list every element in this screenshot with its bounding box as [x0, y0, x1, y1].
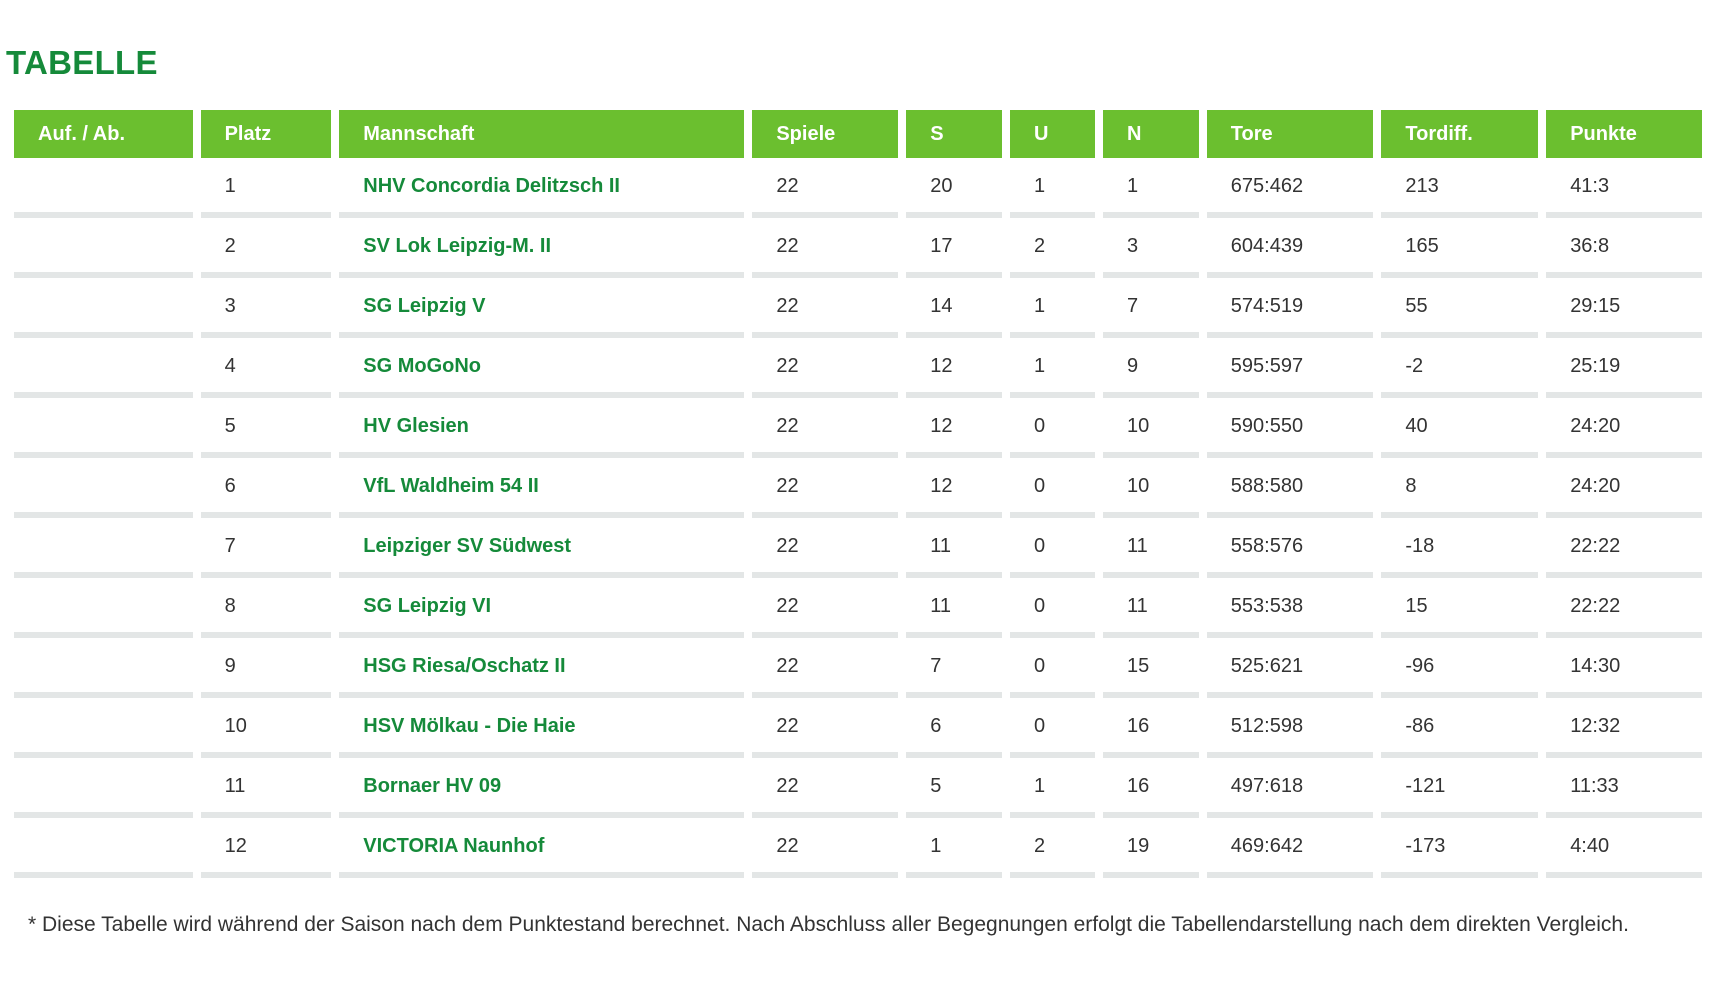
tore-cell: 469:642	[1207, 818, 1374, 878]
s-cell: 20	[906, 158, 1002, 218]
tore-cell: 675:462	[1207, 158, 1374, 218]
spiele-cell: 22	[752, 158, 898, 218]
s-cell: 5	[906, 758, 1002, 818]
n-cell: 15	[1103, 638, 1199, 698]
aufab-cell	[14, 518, 193, 578]
team-cell	[339, 818, 744, 878]
tordiff-cell: 8	[1381, 458, 1538, 518]
n-cell: 7	[1103, 278, 1199, 338]
table-footnote: * Diese Tabelle wird während der Saison nach dem Punktestand berechnet. Nach Abschluss aller Begegnungen erfolgt die Tabellendarstellung nach dem direkten Vergleich.	[28, 913, 1629, 936]
team-cell	[339, 758, 744, 818]
table-header	[14, 110, 1702, 158]
tore-cell: 558:576	[1207, 518, 1374, 578]
s-cell: 6	[906, 698, 1002, 758]
s-cell: 11	[906, 518, 1002, 578]
header-row	[14, 110, 1702, 158]
column-header-n: N	[1103, 110, 1199, 158]
table-row	[14, 578, 1702, 638]
team-link[interactable]: SV Lok Leipzig-M. II	[363, 234, 552, 257]
spiele-cell: 22	[752, 398, 898, 458]
n-cell: 16	[1103, 758, 1199, 818]
n-cell: 19	[1103, 818, 1199, 878]
u-cell: 2	[1010, 218, 1095, 278]
u-cell: 2	[1010, 818, 1095, 878]
s-cell: 12	[906, 398, 1002, 458]
spiele-cell: 22	[752, 638, 898, 698]
table-row	[14, 398, 1702, 458]
tordiff-cell: 213	[1381, 158, 1538, 218]
u-cell: 1	[1010, 158, 1095, 218]
u-cell: 0	[1010, 638, 1095, 698]
aufab-cell	[14, 638, 193, 698]
team-cell	[339, 158, 744, 218]
n-cell: 10	[1103, 458, 1199, 518]
platz-cell: 10	[201, 698, 332, 758]
table-row	[14, 518, 1702, 578]
aufab-cell	[14, 218, 193, 278]
aufab-cell	[14, 698, 193, 758]
n-cell: 16	[1103, 698, 1199, 758]
aufab-cell	[14, 278, 193, 338]
platz-cell: 6	[201, 458, 332, 518]
aufab-cell	[14, 818, 193, 878]
tore-cell: 590:550	[1207, 398, 1374, 458]
team-link[interactable]: SG MoGoNo	[363, 354, 482, 377]
platz-cell: 1	[201, 158, 332, 218]
tordiff-cell: -173	[1381, 818, 1538, 878]
tordiff-cell: -86	[1381, 698, 1538, 758]
team-link[interactable]: Bornaer HV 09	[363, 774, 502, 797]
tordiff-cell: 55	[1381, 278, 1538, 338]
punkte-cell: 4:40	[1546, 818, 1702, 878]
platz-cell: 5	[201, 398, 332, 458]
n-cell: 3	[1103, 218, 1199, 278]
table-row	[14, 458, 1702, 518]
s-cell: 14	[906, 278, 1002, 338]
column-header-spiele: Spiele	[752, 110, 898, 158]
table-row	[14, 338, 1702, 398]
platz-cell: 12	[201, 818, 332, 878]
u-cell: 0	[1010, 398, 1095, 458]
table-row	[14, 698, 1702, 758]
tore-cell: 497:618	[1207, 758, 1374, 818]
team-link[interactable]: HSG Riesa/Oschatz II	[363, 654, 566, 677]
spiele-cell: 22	[752, 518, 898, 578]
spiele-cell: 22	[752, 758, 898, 818]
s-cell: 12	[906, 458, 1002, 518]
team-link[interactable]: VICTORIA Naunhof	[363, 834, 545, 857]
team-link[interactable]: HV Glesien	[363, 414, 469, 437]
table-row	[14, 278, 1702, 338]
team-link[interactable]: SG Leipzig V	[363, 294, 486, 317]
aufab-cell	[14, 758, 193, 818]
punkte-cell: 36:8	[1546, 218, 1702, 278]
n-cell: 10	[1103, 398, 1199, 458]
punkte-cell: 22:22	[1546, 578, 1702, 638]
u-cell: 1	[1010, 338, 1095, 398]
platz-cell: 3	[201, 278, 332, 338]
platz-cell: 11	[201, 758, 332, 818]
table-row	[14, 818, 1702, 878]
column-header-s: S	[906, 110, 1002, 158]
punkte-cell: 11:33	[1546, 758, 1702, 818]
tore-cell: 588:580	[1207, 458, 1374, 518]
team-cell	[339, 338, 744, 398]
column-header-tore: Tore	[1207, 110, 1374, 158]
platz-cell: 9	[201, 638, 332, 698]
table-row	[14, 638, 1702, 698]
punkte-cell: 29:15	[1546, 278, 1702, 338]
spiele-cell: 22	[752, 578, 898, 638]
column-header-punkte: Punkte	[1546, 110, 1702, 158]
tore-cell: 553:538	[1207, 578, 1374, 638]
punkte-cell: 24:20	[1546, 398, 1702, 458]
tordiff-cell: 15	[1381, 578, 1538, 638]
column-header-tordiff: Tordiff.	[1381, 110, 1538, 158]
team-cell	[339, 218, 744, 278]
aufab-cell	[14, 398, 193, 458]
spiele-cell: 22	[752, 458, 898, 518]
team-link[interactable]: HSV Mölkau - Die Haie	[363, 714, 576, 737]
tore-cell: 512:598	[1207, 698, 1374, 758]
tordiff-cell: 165	[1381, 218, 1538, 278]
team-cell	[339, 638, 744, 698]
tore-cell: 604:439	[1207, 218, 1374, 278]
column-header-platz: Platz	[201, 110, 332, 158]
aufab-cell	[14, 578, 193, 638]
column-header-u: U	[1010, 110, 1095, 158]
n-cell: 1	[1103, 158, 1199, 218]
team-cell	[339, 458, 744, 518]
spiele-cell: 22	[752, 218, 898, 278]
punkte-cell: 12:32	[1546, 698, 1702, 758]
aufab-cell	[14, 338, 193, 398]
team-cell	[339, 278, 744, 338]
u-cell: 1	[1010, 278, 1095, 338]
team-cell	[339, 578, 744, 638]
n-cell: 9	[1103, 338, 1199, 398]
u-cell: 0	[1010, 518, 1095, 578]
tore-cell: 574:519	[1207, 278, 1374, 338]
table-row	[14, 158, 1702, 218]
table-row	[14, 218, 1702, 278]
punkte-cell: 25:19	[1546, 338, 1702, 398]
standings-table	[6, 110, 1710, 878]
s-cell: 11	[906, 578, 1002, 638]
tore-cell: 525:621	[1207, 638, 1374, 698]
team-cell	[339, 698, 744, 758]
page-title: TABELLE	[6, 44, 158, 81]
u-cell: 0	[1010, 698, 1095, 758]
u-cell: 0	[1010, 458, 1095, 518]
s-cell: 1	[906, 818, 1002, 878]
tordiff-cell: -18	[1381, 518, 1538, 578]
n-cell: 11	[1103, 578, 1199, 638]
team-link[interactable]: SG Leipzig VI	[363, 594, 492, 617]
punkte-cell: 14:30	[1546, 638, 1702, 698]
s-cell: 17	[906, 218, 1002, 278]
table-body	[14, 158, 1702, 878]
platz-cell: 4	[201, 338, 332, 398]
tordiff-cell: -2	[1381, 338, 1538, 398]
team-cell	[339, 518, 744, 578]
platz-cell: 2	[201, 218, 332, 278]
spiele-cell: 22	[752, 698, 898, 758]
tordiff-cell: -96	[1381, 638, 1538, 698]
n-cell: 11	[1103, 518, 1199, 578]
s-cell: 7	[906, 638, 1002, 698]
tordiff-cell: -121	[1381, 758, 1538, 818]
punkte-cell: 41:3	[1546, 158, 1702, 218]
spiele-cell: 22	[752, 338, 898, 398]
tore-cell: 595:597	[1207, 338, 1374, 398]
punkte-cell: 22:22	[1546, 518, 1702, 578]
table-row	[14, 758, 1702, 818]
platz-cell: 7	[201, 518, 332, 578]
s-cell: 12	[906, 338, 1002, 398]
spiele-cell: 22	[752, 278, 898, 338]
u-cell: 0	[1010, 578, 1095, 638]
aufab-cell	[14, 458, 193, 518]
team-link[interactable]: Leipziger SV Südwest	[363, 534, 572, 557]
team-link[interactable]: NHV Concordia Delitzsch II	[363, 174, 620, 197]
team-link[interactable]: VfL Waldheim 54 II	[363, 474, 539, 497]
team-cell	[339, 398, 744, 458]
platz-cell: 8	[201, 578, 332, 638]
aufab-cell	[14, 158, 193, 218]
tordiff-cell: 40	[1381, 398, 1538, 458]
u-cell: 1	[1010, 758, 1095, 818]
column-header-mannschaft: Mannschaft	[339, 110, 744, 158]
column-header-aufab: Auf. / Ab.	[14, 110, 193, 158]
spiele-cell: 22	[752, 818, 898, 878]
punkte-cell: 24:20	[1546, 458, 1702, 518]
